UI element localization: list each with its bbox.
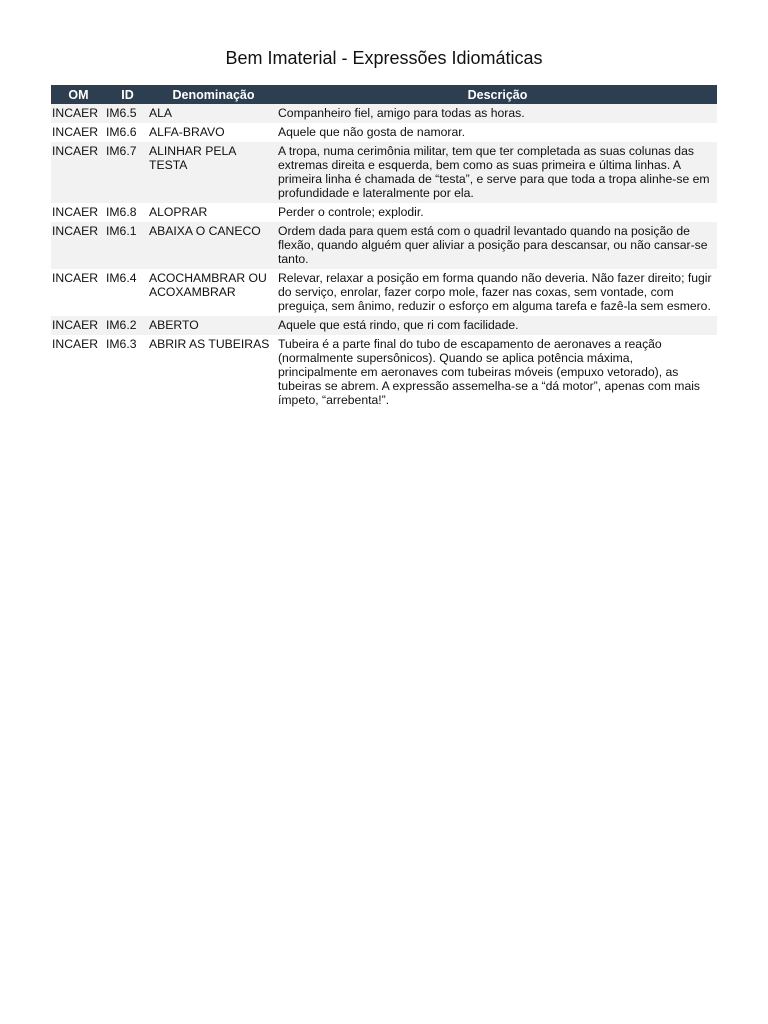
cell-id: IM6.3 <box>106 337 137 351</box>
cell-id: IM6.8 <box>106 205 137 219</box>
cell-denominacao: ALINHAR PELA TESTA <box>149 142 278 203</box>
table-row <box>51 335 717 410</box>
cell-descricao: Tubeira é a parte final do tubo de escapamento de aeronaves a reação (normalmente supersônicos). Quando se aplica potência máxima, principalmente em aeronaves com tubeiras móveis (empuxo vetorado), as tubeiras se abrem. A expressão assemelha-se a “dá motor”, apenas com mais ímpeto, “arrebenta!”. <box>278 337 701 407</box>
cell-id: IM6.5 <box>106 104 149 123</box>
cell-denominacao: ALA <box>149 104 278 123</box>
cell-denominacao: ABAIXA O CANECO <box>149 222 278 269</box>
column-header-denominacao: Denominação <box>149 85 278 104</box>
cell-denominacao: ALOPRAR <box>149 205 208 219</box>
cell-descricao: A tropa, numa cerimônia militar, tem que ter completada as suas colunas das extremas direita e esquerda, bem como as suas primeira e última linhas. A primeira linha é chamada de “testa”, e serve para que toda a tropa alinhe-se em profundidade e lateralmente por ela. <box>278 142 717 203</box>
cell-descricao: Perder o controle; explodir. <box>278 205 424 219</box>
cell-denominacao: ACOCHAMBRAR OU ACOXAMBRAR <box>149 271 267 299</box>
cell-id: IM6.1 <box>106 222 149 269</box>
cell-om: INCAER <box>52 205 99 219</box>
cell-om: INCAER <box>52 337 99 351</box>
table-row <box>51 222 717 269</box>
table-row <box>51 104 717 123</box>
column-header-descricao: Descrição <box>278 85 717 104</box>
page-title: Bem Imaterial - Expressões Idiomáticas <box>225 48 543 68</box>
table-header-row <box>51 85 717 104</box>
cell-id: IM6.7 <box>106 142 149 203</box>
cell-om: INCAER <box>51 142 106 203</box>
column-header-om: OM <box>51 85 106 104</box>
cell-id: IM6.6 <box>106 125 137 139</box>
cell-descricao: Aquele que não gosta de namorar. <box>278 125 466 139</box>
cell-descricao: Companheiro fiel, amigo para todas as horas. <box>278 104 717 123</box>
table-row <box>51 203 717 222</box>
cell-id: IM6.2 <box>106 316 149 335</box>
cell-om: INCAER <box>52 125 99 139</box>
cell-om: INCAER <box>51 222 106 269</box>
cell-id: IM6.4 <box>106 271 137 285</box>
cell-descricao: Aquele que está rindo, que ri com facilidade. <box>278 316 717 335</box>
cell-denominacao: ALFA-BRAVO <box>149 125 225 139</box>
cell-om: INCAER <box>52 271 99 285</box>
cell-denominacao: ABERTO <box>149 316 278 335</box>
cell-om: INCAER <box>51 316 106 335</box>
column-header-id: ID <box>106 85 149 104</box>
cell-descricao: Relevar, relaxar a posição em forma quando não deveria. Não fazer direito; fugir do serviço, enrolar, fazer corpo mole, fazer nas coxas, sem vontade, com preguiça, sem ânimo, reduzir o esforço em alguma tarefa e fazê-la sem esmero. <box>278 271 712 313</box>
table-row <box>51 142 717 203</box>
table-row <box>51 269 717 316</box>
table-row <box>51 123 717 142</box>
cell-denominacao: ABRIR AS TUBEIRAS <box>149 337 270 351</box>
cell-descricao: Ordem dada para quem está com o quadril levantado quando na posição de flexão, quando alguém quer aliviar a posição para descansar, ou não cansar-se tanto. <box>278 222 717 269</box>
cell-om: INCAER <box>51 104 106 123</box>
expressions-table <box>51 85 717 410</box>
table-row <box>51 316 717 335</box>
